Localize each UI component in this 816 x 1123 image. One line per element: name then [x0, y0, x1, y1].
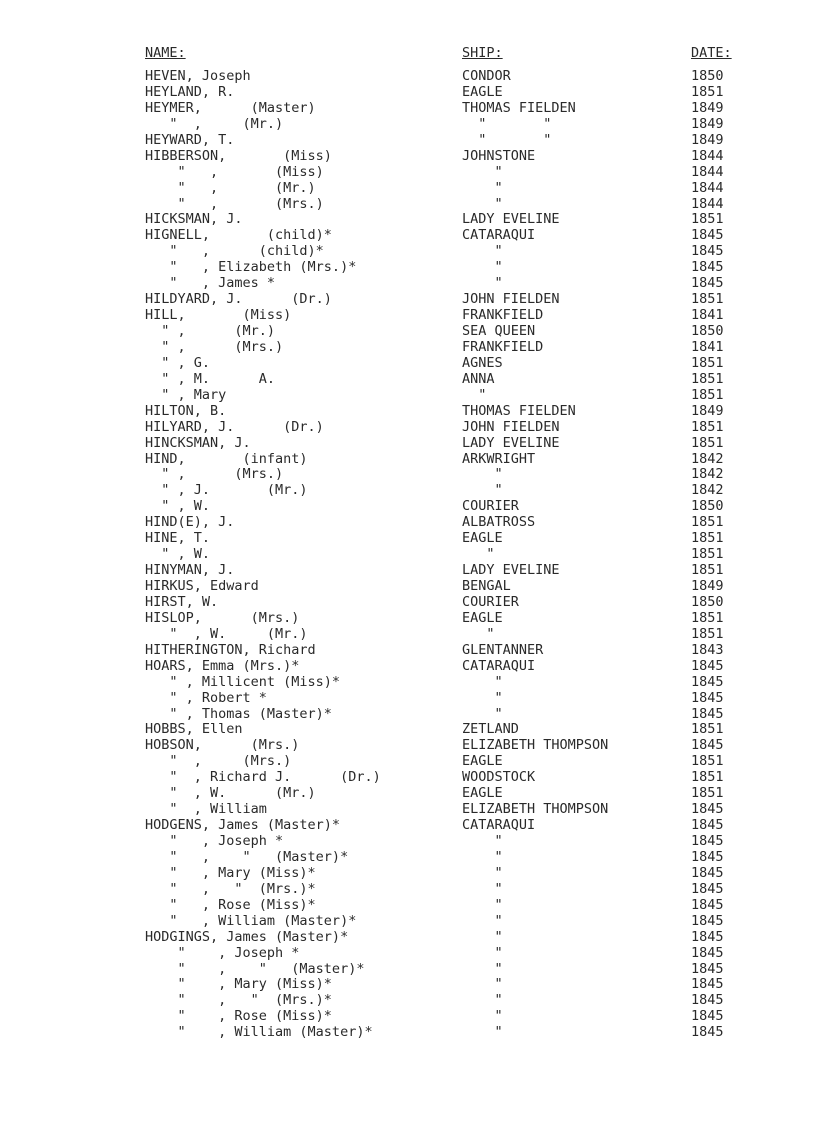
passenger-name: HIRKUS, Edward — [145, 578, 259, 594]
arrival-date: 1845 — [691, 243, 724, 260]
table-row — [0, 770, 816, 786]
table-row — [0, 244, 816, 260]
table-row — [0, 611, 816, 627]
passenger-name: " , (Mrs.) — [145, 195, 324, 212]
passenger-name: " , " (Master)* — [145, 960, 365, 977]
ship-name: " — [462, 833, 503, 849]
table-row — [0, 85, 816, 101]
passenger-name: " , (Mrs.) — [145, 753, 292, 770]
arrival-date: 1849 — [691, 578, 724, 594]
table-row — [0, 563, 816, 579]
table-row — [0, 547, 816, 563]
arrival-date: 1851 — [691, 530, 724, 547]
arrival-date: 1851 — [691, 370, 724, 387]
table-row — [0, 850, 816, 866]
passenger-name: " , G. — [145, 354, 211, 371]
ship-name: " — [462, 880, 503, 897]
passenger-name: " , J. (Mr.) — [145, 482, 308, 499]
arrival-date: 1844 — [691, 147, 724, 164]
arrival-date: 1845 — [691, 673, 724, 690]
arrival-date: 1845 — [691, 992, 724, 1009]
ship-name: SEA QUEEN — [462, 323, 536, 339]
arrival-date: 1849 — [691, 115, 724, 132]
ship-name: CATARAQUI — [462, 817, 536, 834]
arrival-date: 1841 — [691, 338, 724, 355]
ship-name: AGNES — [462, 354, 503, 371]
table-row — [0, 165, 816, 181]
table-row — [0, 1009, 816, 1025]
ship-name: CATARAQUI — [462, 227, 536, 244]
table-row — [0, 149, 816, 165]
ship-name: THOMAS FIELDEN — [462, 99, 576, 116]
ship-name: EAGLE — [462, 609, 503, 626]
ship-name: JOHN FIELDEN — [462, 291, 560, 308]
passenger-name: " , " (Master)* — [145, 848, 349, 865]
table-row — [0, 531, 816, 547]
arrival-date: 1849 — [691, 99, 724, 116]
ship-name: " — [462, 275, 503, 292]
passenger-name: HIRST, W. — [145, 593, 219, 610]
passenger-name: HEYWARD, T. — [145, 131, 235, 148]
passenger-name: " , (Mr.) — [145, 323, 276, 339]
arrival-date: 1851 — [691, 434, 724, 451]
ship-name: " — [462, 689, 503, 706]
column-header — [0, 45, 816, 63]
passenger-name: HIGNELL, (child)* — [145, 227, 332, 244]
passenger-name: HEYMER, (Master) — [145, 99, 316, 116]
ship-name: " — [462, 864, 503, 881]
passenger-name: HINE, T. — [145, 530, 211, 547]
ship-name: COURIER — [462, 593, 519, 610]
table-row — [0, 962, 816, 978]
ship-name: EAGLE — [462, 785, 503, 802]
arrival-date: 1845 — [691, 657, 724, 674]
table-row — [0, 324, 816, 340]
passenger-name: HITHERINGTON, Richard — [145, 641, 316, 658]
ship-name: " — [462, 896, 503, 913]
passenger-name: HISLOP, (Mrs.) — [145, 609, 300, 626]
ship-name: LADY EVELINE — [462, 211, 560, 228]
ship-name: ZETLAND — [462, 721, 519, 738]
arrival-date: 1845 — [691, 848, 724, 865]
passenger-name: " , (Mr.) — [145, 179, 316, 196]
ship-name: ELIZABETH THOMPSON — [462, 801, 609, 818]
ship-name: " — [462, 482, 503, 499]
table-row — [0, 117, 816, 133]
arrival-date: 1845 — [691, 1008, 724, 1025]
ship-name: " — [462, 673, 503, 690]
ship-name: " — [462, 625, 495, 642]
table-row — [0, 308, 816, 324]
arrival-date: 1845 — [691, 928, 724, 945]
passenger-name: " , Joseph * — [145, 944, 300, 961]
passenger-name: HODGINGS, James (Master)* — [145, 928, 349, 945]
ship-name: FRANKFIELD — [462, 307, 544, 324]
table-row — [0, 372, 816, 388]
table-row — [0, 404, 816, 420]
arrival-date: 1850 — [691, 323, 724, 339]
passenger-name: " , (Miss) — [145, 163, 324, 180]
table-row — [0, 260, 816, 276]
table-row — [0, 69, 816, 85]
table-row — [0, 292, 816, 308]
table-row — [0, 436, 816, 452]
ship-name: JOHN FIELDEN — [462, 418, 560, 435]
passenger-name: " , James * — [145, 275, 276, 292]
ship-name: " — [462, 179, 503, 196]
ship-name: " — [462, 1008, 503, 1025]
ship-name: ELIZABETH THOMPSON — [462, 737, 609, 754]
passenger-name: HIND(E), J. — [145, 514, 235, 531]
ship-name: ALBATROSS — [462, 514, 536, 531]
ship-name: EAGLE — [462, 83, 503, 100]
passenger-list — [0, 69, 816, 1041]
table-row — [0, 722, 816, 738]
arrival-date: 1845 — [691, 801, 724, 818]
passenger-name: " , Joseph * — [145, 833, 284, 849]
table-row — [0, 707, 816, 723]
passenger-name: HOARS, Emma (Mrs.)* — [145, 657, 300, 674]
header-date: DATE: — [691, 45, 732, 61]
arrival-date: 1851 — [691, 609, 724, 626]
passenger-name: " , (Mrs.) — [145, 338, 284, 355]
passenger-name: " , William (Master)* — [145, 1024, 373, 1041]
table-row — [0, 595, 816, 611]
arrival-date: 1845 — [691, 705, 724, 722]
passenger-name: " , Richard J. (Dr.) — [145, 769, 381, 786]
passenger-name: " , Millicent (Miss)* — [145, 673, 341, 690]
arrival-date: 1851 — [691, 354, 724, 371]
passenger-name: " , M. A. — [145, 370, 276, 387]
passenger-name: HILDYARD, J. (Dr.) — [145, 291, 332, 308]
ship-name: ARKWRIGHT — [462, 450, 536, 467]
table-row — [0, 483, 816, 499]
table-row — [0, 499, 816, 515]
arrival-date: 1849 — [691, 402, 724, 419]
table-row — [0, 467, 816, 483]
ship-name: ANNA — [462, 370, 495, 387]
passenger-name: HOBSON, (Mrs.) — [145, 737, 300, 754]
table-row — [0, 340, 816, 356]
arrival-date: 1845 — [691, 689, 724, 706]
arrival-date: 1844 — [691, 163, 724, 180]
arrival-date: 1844 — [691, 195, 724, 212]
table-row — [0, 627, 816, 643]
table-row — [0, 898, 816, 914]
arrival-date: 1851 — [691, 514, 724, 531]
table-row — [0, 388, 816, 404]
ship-name: " — [462, 848, 503, 865]
table-row — [0, 1025, 816, 1041]
arrival-date: 1845 — [691, 976, 724, 993]
table-row — [0, 993, 816, 1009]
table-row — [0, 452, 816, 468]
arrival-date: 1842 — [691, 450, 724, 467]
table-row — [0, 738, 816, 754]
ship-name: " — [462, 466, 503, 483]
table-row — [0, 659, 816, 675]
table-row — [0, 276, 816, 292]
passenger-name: HIBBERSON, (Miss) — [145, 147, 332, 164]
arrival-date: 1845 — [691, 912, 724, 929]
ship-name: " " — [462, 115, 552, 132]
arrival-date: 1845 — [691, 944, 724, 961]
ship-name: " — [462, 243, 503, 260]
header-name: NAME: — [145, 45, 186, 61]
arrival-date: 1851 — [691, 386, 724, 403]
table-row — [0, 977, 816, 993]
arrival-date: 1851 — [691, 291, 724, 308]
ship-name: " — [462, 912, 503, 929]
table-row — [0, 133, 816, 149]
passenger-name: HEYLAND, R. — [145, 83, 235, 100]
arrival-date: 1842 — [691, 466, 724, 483]
table-row — [0, 181, 816, 197]
arrival-date: 1851 — [691, 562, 724, 579]
arrival-date: 1851 — [691, 785, 724, 802]
arrival-date: 1845 — [691, 880, 724, 897]
passenger-name: " , William (Master)* — [145, 912, 357, 929]
arrival-date: 1851 — [691, 769, 724, 786]
passenger-name: " , Mary (Miss)* — [145, 976, 332, 993]
arrival-date: 1845 — [691, 1024, 724, 1041]
passenger-name: " , Mary — [145, 386, 227, 403]
table-row — [0, 643, 816, 659]
ship-name: FRANKFIELD — [462, 338, 544, 355]
ship-name: " — [462, 960, 503, 977]
arrival-date: 1843 — [691, 641, 724, 658]
ship-name: LADY EVELINE — [462, 434, 560, 451]
passenger-name: HINCKSMAN, J. — [145, 434, 251, 451]
ship-name: " — [462, 976, 503, 993]
table-row — [0, 420, 816, 436]
passenger-name: " , W. (Mr.) — [145, 625, 308, 642]
table-row — [0, 818, 816, 834]
passenger-name: HICKSMAN, J. — [145, 211, 243, 228]
ship-name: " — [462, 1024, 503, 1041]
ship-name: " — [462, 195, 503, 212]
arrival-date: 1851 — [691, 83, 724, 100]
arrival-date: 1845 — [691, 227, 724, 244]
ship-name: JOHNSTONE — [462, 147, 536, 164]
arrival-date: 1851 — [691, 546, 724, 563]
ship-name: " — [462, 928, 503, 945]
arrival-date: 1845 — [691, 737, 724, 754]
arrival-date: 1845 — [691, 275, 724, 292]
arrival-date: 1850 — [691, 498, 724, 515]
passenger-name: " , Mary (Miss)* — [145, 864, 316, 881]
ship-name: GLENTANNER — [462, 641, 544, 658]
passenger-name: HOBBS, Ellen — [145, 721, 243, 738]
ship-name: BENGAL — [462, 578, 511, 594]
arrival-date: 1845 — [691, 259, 724, 276]
ship-name: " — [462, 259, 503, 276]
ship-name: " — [462, 992, 503, 1009]
passenger-name: HINYMAN, J. — [145, 562, 235, 579]
arrival-date: 1850 — [691, 593, 724, 610]
passenger-name: " , (child)* — [145, 243, 324, 260]
arrival-date: 1851 — [691, 721, 724, 738]
ship-name: EAGLE — [462, 753, 503, 770]
passenger-name: HEVEN, Joseph — [145, 68, 251, 84]
ship-name: " — [462, 705, 503, 722]
table-row — [0, 691, 816, 707]
table-row — [0, 228, 816, 244]
table-row — [0, 754, 816, 770]
passenger-name: " , Rose (Miss)* — [145, 896, 316, 913]
table-row — [0, 866, 816, 882]
ship-name: EAGLE — [462, 530, 503, 547]
ship-name: COURIER — [462, 498, 519, 515]
table-row — [0, 802, 816, 818]
ship-name: CONDOR — [462, 68, 511, 84]
ship-name: CATARAQUI — [462, 657, 536, 674]
table-row — [0, 579, 816, 595]
arrival-date: 1845 — [691, 817, 724, 834]
arrival-date: 1849 — [691, 131, 724, 148]
passenger-name: " , William — [145, 801, 267, 818]
ship-name: THOMAS FIELDEN — [462, 402, 576, 419]
header-ship: SHIP: — [462, 45, 503, 61]
passenger-name: HILYARD, J. (Dr.) — [145, 418, 324, 435]
arrival-date: 1842 — [691, 482, 724, 499]
arrival-date: 1845 — [691, 960, 724, 977]
arrival-date: 1841 — [691, 307, 724, 324]
arrival-date: 1845 — [691, 896, 724, 913]
table-row — [0, 356, 816, 372]
passenger-name: " , Thomas (Master)* — [145, 705, 332, 722]
passenger-name: HODGENS, James (Master)* — [145, 817, 341, 834]
passenger-name: HIND, (infant) — [145, 450, 308, 467]
table-row — [0, 101, 816, 117]
passenger-name: " , " (Mrs.)* — [145, 992, 332, 1009]
passenger-name: " , (Mr.) — [145, 115, 284, 132]
ship-name: " — [462, 546, 495, 563]
table-row — [0, 786, 816, 802]
ship-name: " — [462, 386, 487, 403]
arrival-date: 1845 — [691, 833, 724, 849]
passenger-name: " , W. (Mr.) — [145, 785, 316, 802]
ship-name: " — [462, 944, 503, 961]
passenger-name: " , (Mrs.) — [145, 466, 284, 483]
arrival-date: 1851 — [691, 211, 724, 228]
ship-name: " — [462, 163, 503, 180]
ship-name: LADY EVELINE — [462, 562, 560, 579]
passenger-name: " , Rose (Miss)* — [145, 1008, 332, 1025]
passenger-name: " , W. — [145, 498, 211, 515]
table-row — [0, 946, 816, 962]
passenger-name: " , " (Mrs.)* — [145, 880, 316, 897]
arrival-date: 1851 — [691, 625, 724, 642]
table-row — [0, 197, 816, 213]
passenger-name: " , Elizabeth (Mrs.)* — [145, 259, 357, 276]
table-row — [0, 515, 816, 531]
ship-name: " " — [462, 131, 552, 148]
arrival-date: 1851 — [691, 753, 724, 770]
arrival-date: 1844 — [691, 179, 724, 196]
passenger-name: " , W. — [145, 546, 211, 563]
arrival-date: 1851 — [691, 418, 724, 435]
arrival-date: 1850 — [691, 68, 724, 84]
passenger-name: HILL, (Miss) — [145, 307, 292, 324]
arrival-date: 1845 — [691, 864, 724, 881]
table-row — [0, 930, 816, 946]
passenger-name: " , Robert * — [145, 689, 267, 706]
passenger-name: HILTON, B. — [145, 402, 227, 419]
ship-name: WOODSTOCK — [462, 769, 536, 786]
table-row — [0, 834, 816, 850]
table-row — [0, 882, 816, 898]
table-row — [0, 212, 816, 228]
table-row — [0, 675, 816, 691]
table-row — [0, 914, 816, 930]
